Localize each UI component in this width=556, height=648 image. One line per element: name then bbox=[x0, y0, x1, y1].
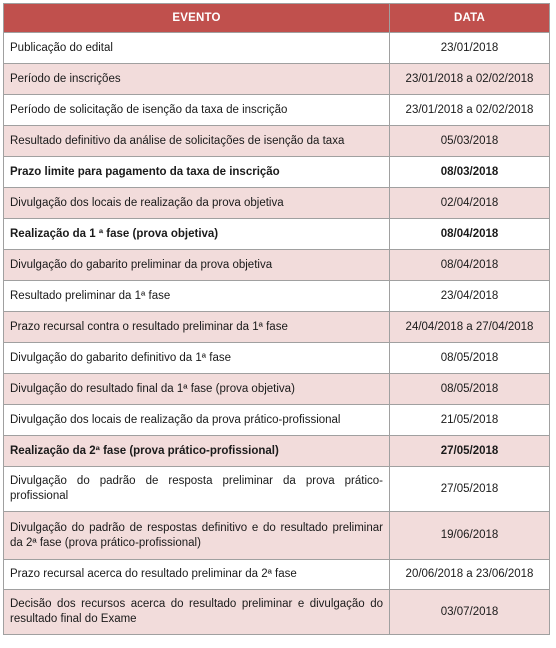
evento-cell: Divulgação dos locais de realização da prova objetiva bbox=[4, 188, 390, 219]
data-cell: 27/05/2018 bbox=[390, 467, 550, 512]
table-row bbox=[4, 312, 550, 343]
data-cell: 08/05/2018 bbox=[390, 374, 550, 405]
evento-cell: Prazo recursal acerca do resultado preliminar da 2ª fase bbox=[4, 560, 390, 590]
data-cell: 23/01/2018 a 02/02/2018 bbox=[390, 64, 550, 95]
data-cell: 24/04/2018 a 27/04/2018 bbox=[390, 312, 550, 343]
table-row bbox=[4, 250, 550, 281]
header-data: DATA bbox=[390, 4, 550, 33]
table-row bbox=[4, 126, 550, 157]
table-row bbox=[4, 281, 550, 312]
evento-cell: Divulgação do gabarito preliminar da prova objetiva bbox=[4, 250, 390, 281]
evento-cell: Divulgação do gabarito definitivo da 1ª fase bbox=[4, 343, 390, 374]
evento-cell: Divulgação dos locais de realização da prova prático-profissional bbox=[4, 405, 390, 436]
table-row bbox=[4, 560, 550, 590]
data-cell: 08/03/2018 bbox=[390, 157, 550, 188]
table-row bbox=[4, 219, 550, 250]
table-row bbox=[4, 405, 550, 436]
evento-cell: Período de solicitação de isenção da taxa de inscrição bbox=[4, 95, 390, 126]
data-cell: 20/06/2018 a 23/06/2018 bbox=[390, 560, 550, 590]
evento-cell: Decisão dos recursos acerca do resultado preliminar e divulgação do resultado final do Exame bbox=[4, 590, 390, 635]
evento-cell: Prazo limite para pagamento da taxa de inscrição bbox=[4, 157, 390, 188]
table-row bbox=[4, 64, 550, 95]
table-row bbox=[4, 343, 550, 374]
data-cell: 23/01/2018 a 02/02/2018 bbox=[390, 95, 550, 126]
schedule-table bbox=[3, 3, 550, 635]
evento-cell: Realização da 2ª fase (prova prático-profissional) bbox=[4, 436, 390, 467]
data-cell: 08/05/2018 bbox=[390, 343, 550, 374]
table-row bbox=[4, 467, 550, 512]
table-row bbox=[4, 188, 550, 219]
evento-cell: Divulgação do padrão de respostas definitivo e do resultado preliminar da 2ª fase (prova prático-profissional) bbox=[4, 512, 390, 560]
table-row bbox=[4, 590, 550, 635]
table-row bbox=[4, 512, 550, 560]
data-cell: 08/04/2018 bbox=[390, 250, 550, 281]
table-row bbox=[4, 436, 550, 467]
evento-cell: Divulgação do resultado final da 1ª fase (prova objetiva) bbox=[4, 374, 390, 405]
header-evento: EVENTO bbox=[4, 4, 390, 33]
table-row bbox=[4, 33, 550, 64]
data-cell: 19/06/2018 bbox=[390, 512, 550, 560]
evento-cell: Resultado preliminar da 1ª fase bbox=[4, 281, 390, 312]
data-cell: 05/03/2018 bbox=[390, 126, 550, 157]
evento-cell: Divulgação do padrão de resposta preliminar da prova prático-profissional bbox=[4, 467, 390, 512]
evento-cell: Período de inscrições bbox=[4, 64, 390, 95]
table-row bbox=[4, 374, 550, 405]
evento-cell: Realização da 1 ª fase (prova objetiva) bbox=[4, 219, 390, 250]
data-cell: 02/04/2018 bbox=[390, 188, 550, 219]
data-cell: 21/05/2018 bbox=[390, 405, 550, 436]
table-row bbox=[4, 95, 550, 126]
data-cell: 03/07/2018 bbox=[390, 590, 550, 635]
evento-cell: Resultado definitivo da análise de solicitações de isenção da taxa bbox=[4, 126, 390, 157]
evento-cell: Prazo recursal contra o resultado preliminar da 1ª fase bbox=[4, 312, 390, 343]
data-cell: 23/01/2018 bbox=[390, 33, 550, 64]
table-row bbox=[4, 157, 550, 188]
schedule-table-container bbox=[3, 3, 549, 635]
table-header-row bbox=[4, 4, 550, 33]
data-cell: 08/04/2018 bbox=[390, 219, 550, 250]
data-cell: 27/05/2018 bbox=[390, 436, 550, 467]
evento-cell: Publicação do edital bbox=[4, 33, 390, 64]
data-cell: 23/04/2018 bbox=[390, 281, 550, 312]
